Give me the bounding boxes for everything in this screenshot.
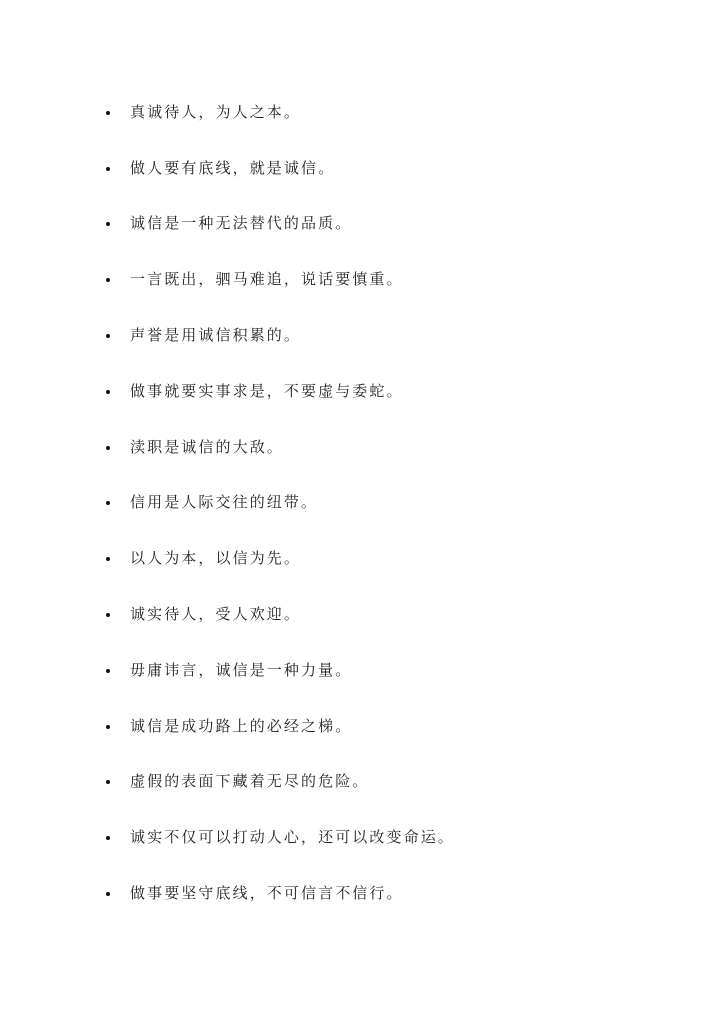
list-item bbox=[106, 475, 686, 531]
bullet-icon bbox=[106, 836, 110, 840]
list-item-text: 诚实待人，受人欢迎。 bbox=[130, 605, 302, 624]
list-item-text: 诚实不仅可以打动人心，还可以改变命运。 bbox=[130, 828, 455, 847]
list-item-text: 真诚待人，为人之本。 bbox=[130, 102, 302, 121]
bullet-icon bbox=[106, 390, 110, 394]
bullet-icon bbox=[106, 222, 110, 226]
list-item bbox=[106, 419, 686, 475]
list-item bbox=[106, 642, 686, 698]
list-item bbox=[106, 251, 686, 307]
list-item bbox=[106, 363, 686, 419]
bullet-list bbox=[106, 84, 686, 921]
list-item bbox=[106, 307, 686, 363]
list-item bbox=[106, 865, 686, 921]
bullet-icon bbox=[106, 111, 110, 115]
list-item-text: 诚信是一种无法替代的品质。 bbox=[130, 214, 353, 233]
list-item bbox=[106, 698, 686, 754]
list-item bbox=[106, 809, 686, 865]
bullet-icon bbox=[106, 892, 110, 896]
bullet-icon bbox=[106, 613, 110, 617]
list-item bbox=[106, 84, 686, 140]
list-item-text: 做事要坚守底线，不可信言不信行。 bbox=[130, 884, 404, 903]
list-item-text: 虚假的表面下藏着无尽的危险。 bbox=[130, 772, 370, 791]
bullet-icon bbox=[106, 780, 110, 784]
list-item bbox=[106, 530, 686, 586]
list-item-text: 渎职是诚信的大敌。 bbox=[130, 437, 284, 456]
list-item-text: 诚信是成功路上的必经之梯。 bbox=[130, 716, 353, 735]
bullet-icon bbox=[106, 278, 110, 282]
bullet-icon bbox=[106, 725, 110, 729]
list-item-text: 做人要有底线，就是诚信。 bbox=[130, 158, 336, 177]
list-item-text: 做事就要实事求是，不要虚与委蛇。 bbox=[130, 381, 404, 400]
list-item-text: 以人为本，以信为先。 bbox=[130, 549, 302, 568]
list-item-text: 信用是人际交往的纽带。 bbox=[130, 493, 319, 512]
bullet-icon bbox=[106, 501, 110, 505]
bullet-icon bbox=[106, 167, 110, 171]
bullet-icon bbox=[106, 669, 110, 673]
list-item bbox=[106, 196, 686, 252]
list-item-text: 毋庸讳言，诚信是一种力量。 bbox=[130, 660, 353, 679]
bullet-icon bbox=[106, 446, 110, 450]
bullet-icon bbox=[106, 334, 110, 338]
list-item bbox=[106, 754, 686, 810]
list-item bbox=[106, 586, 686, 642]
list-item bbox=[106, 140, 686, 196]
list-item-text: 声誉是用诚信积累的。 bbox=[130, 326, 302, 345]
list-item-text: 一言既出，驷马难追，说话要慎重。 bbox=[130, 270, 404, 289]
bullet-icon bbox=[106, 557, 110, 561]
